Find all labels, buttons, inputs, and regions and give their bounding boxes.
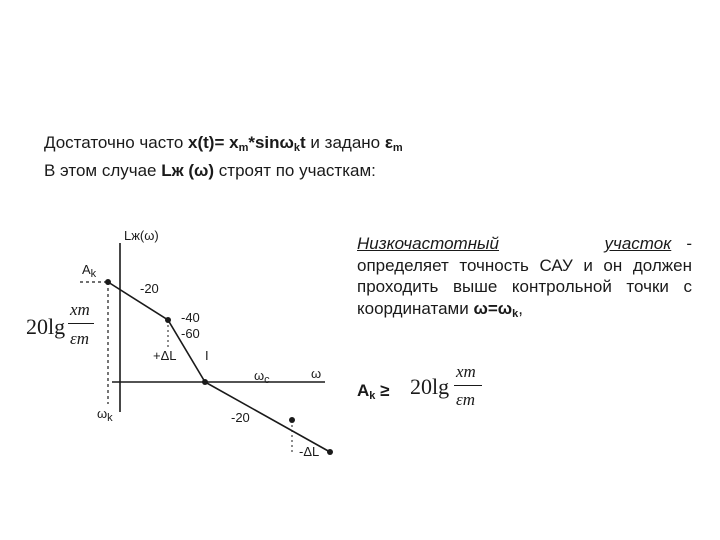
label-plus-delta-l: +ΔL xyxy=(153,348,177,363)
point-break-2 xyxy=(289,417,295,423)
label-omega-axis: ω xyxy=(311,366,322,381)
ak-formula-numerator: xm xyxy=(456,362,476,381)
intro-line2-suffix: строят по участкам: xyxy=(214,161,376,180)
description-dash: - xyxy=(671,234,693,253)
point-omega-c xyxy=(202,379,208,385)
point-end xyxy=(327,449,333,455)
epsilon-m: $\varepsilon_m$ xyxy=(384,133,403,154)
left-formula-lg: 20lg xyxy=(26,314,66,339)
slope-label-minus-20-bottom: -20 xyxy=(231,410,250,425)
left-formula-denominator: εm xyxy=(70,329,89,348)
label-minus-delta-l: -ΔL xyxy=(299,444,320,459)
low-frequency-description xyxy=(357,233,692,325)
intro-prefix: Достаточно часто xyxy=(44,133,189,152)
intro-line2-prefix: В этом случае xyxy=(44,161,162,180)
lafc-curve xyxy=(108,282,330,452)
formula-xt: $x(t)= x_m*\sin\omega_kt$ xyxy=(188,133,306,154)
ak-condition-label: $A_k$ ≥ xyxy=(357,381,390,402)
slope-label-minus-20-top: -20 xyxy=(140,281,159,296)
label-omega-c: $\omega_c$ xyxy=(254,368,270,386)
left-formula-numerator: xm xyxy=(70,300,90,319)
ak-formula-lg: 20lg xyxy=(410,374,450,399)
description-condition: $\omega=\omega_k$ xyxy=(473,298,519,320)
description-title-word1: Низкочастотный xyxy=(357,234,500,253)
label-ak: $A_k$ xyxy=(82,262,97,280)
label-marker-i: I xyxy=(205,348,209,363)
description-title-word2: участок xyxy=(604,234,672,253)
intro-mid: и задано xyxy=(305,133,385,152)
slope-label-minus-40: -40 xyxy=(181,310,200,325)
point-break-1 xyxy=(165,317,171,323)
description-body: определяет точность САУ и он должен проходить выше контрольной точки с координатами xyxy=(357,255,692,318)
ak-formula-denominator: εm xyxy=(456,390,475,409)
point-ak xyxy=(105,279,111,285)
l-omega-func: Lж (ω) xyxy=(161,161,215,180)
slope-label-minus-60: -60 xyxy=(181,326,200,341)
label-omega-k: $\omega_k$ xyxy=(97,406,113,424)
description-condition-end: , xyxy=(518,298,523,318)
ak-formula-bar xyxy=(454,385,482,386)
axis-label-l-omega: Lж(ω) xyxy=(124,228,159,243)
left-formula-bar xyxy=(68,323,94,324)
